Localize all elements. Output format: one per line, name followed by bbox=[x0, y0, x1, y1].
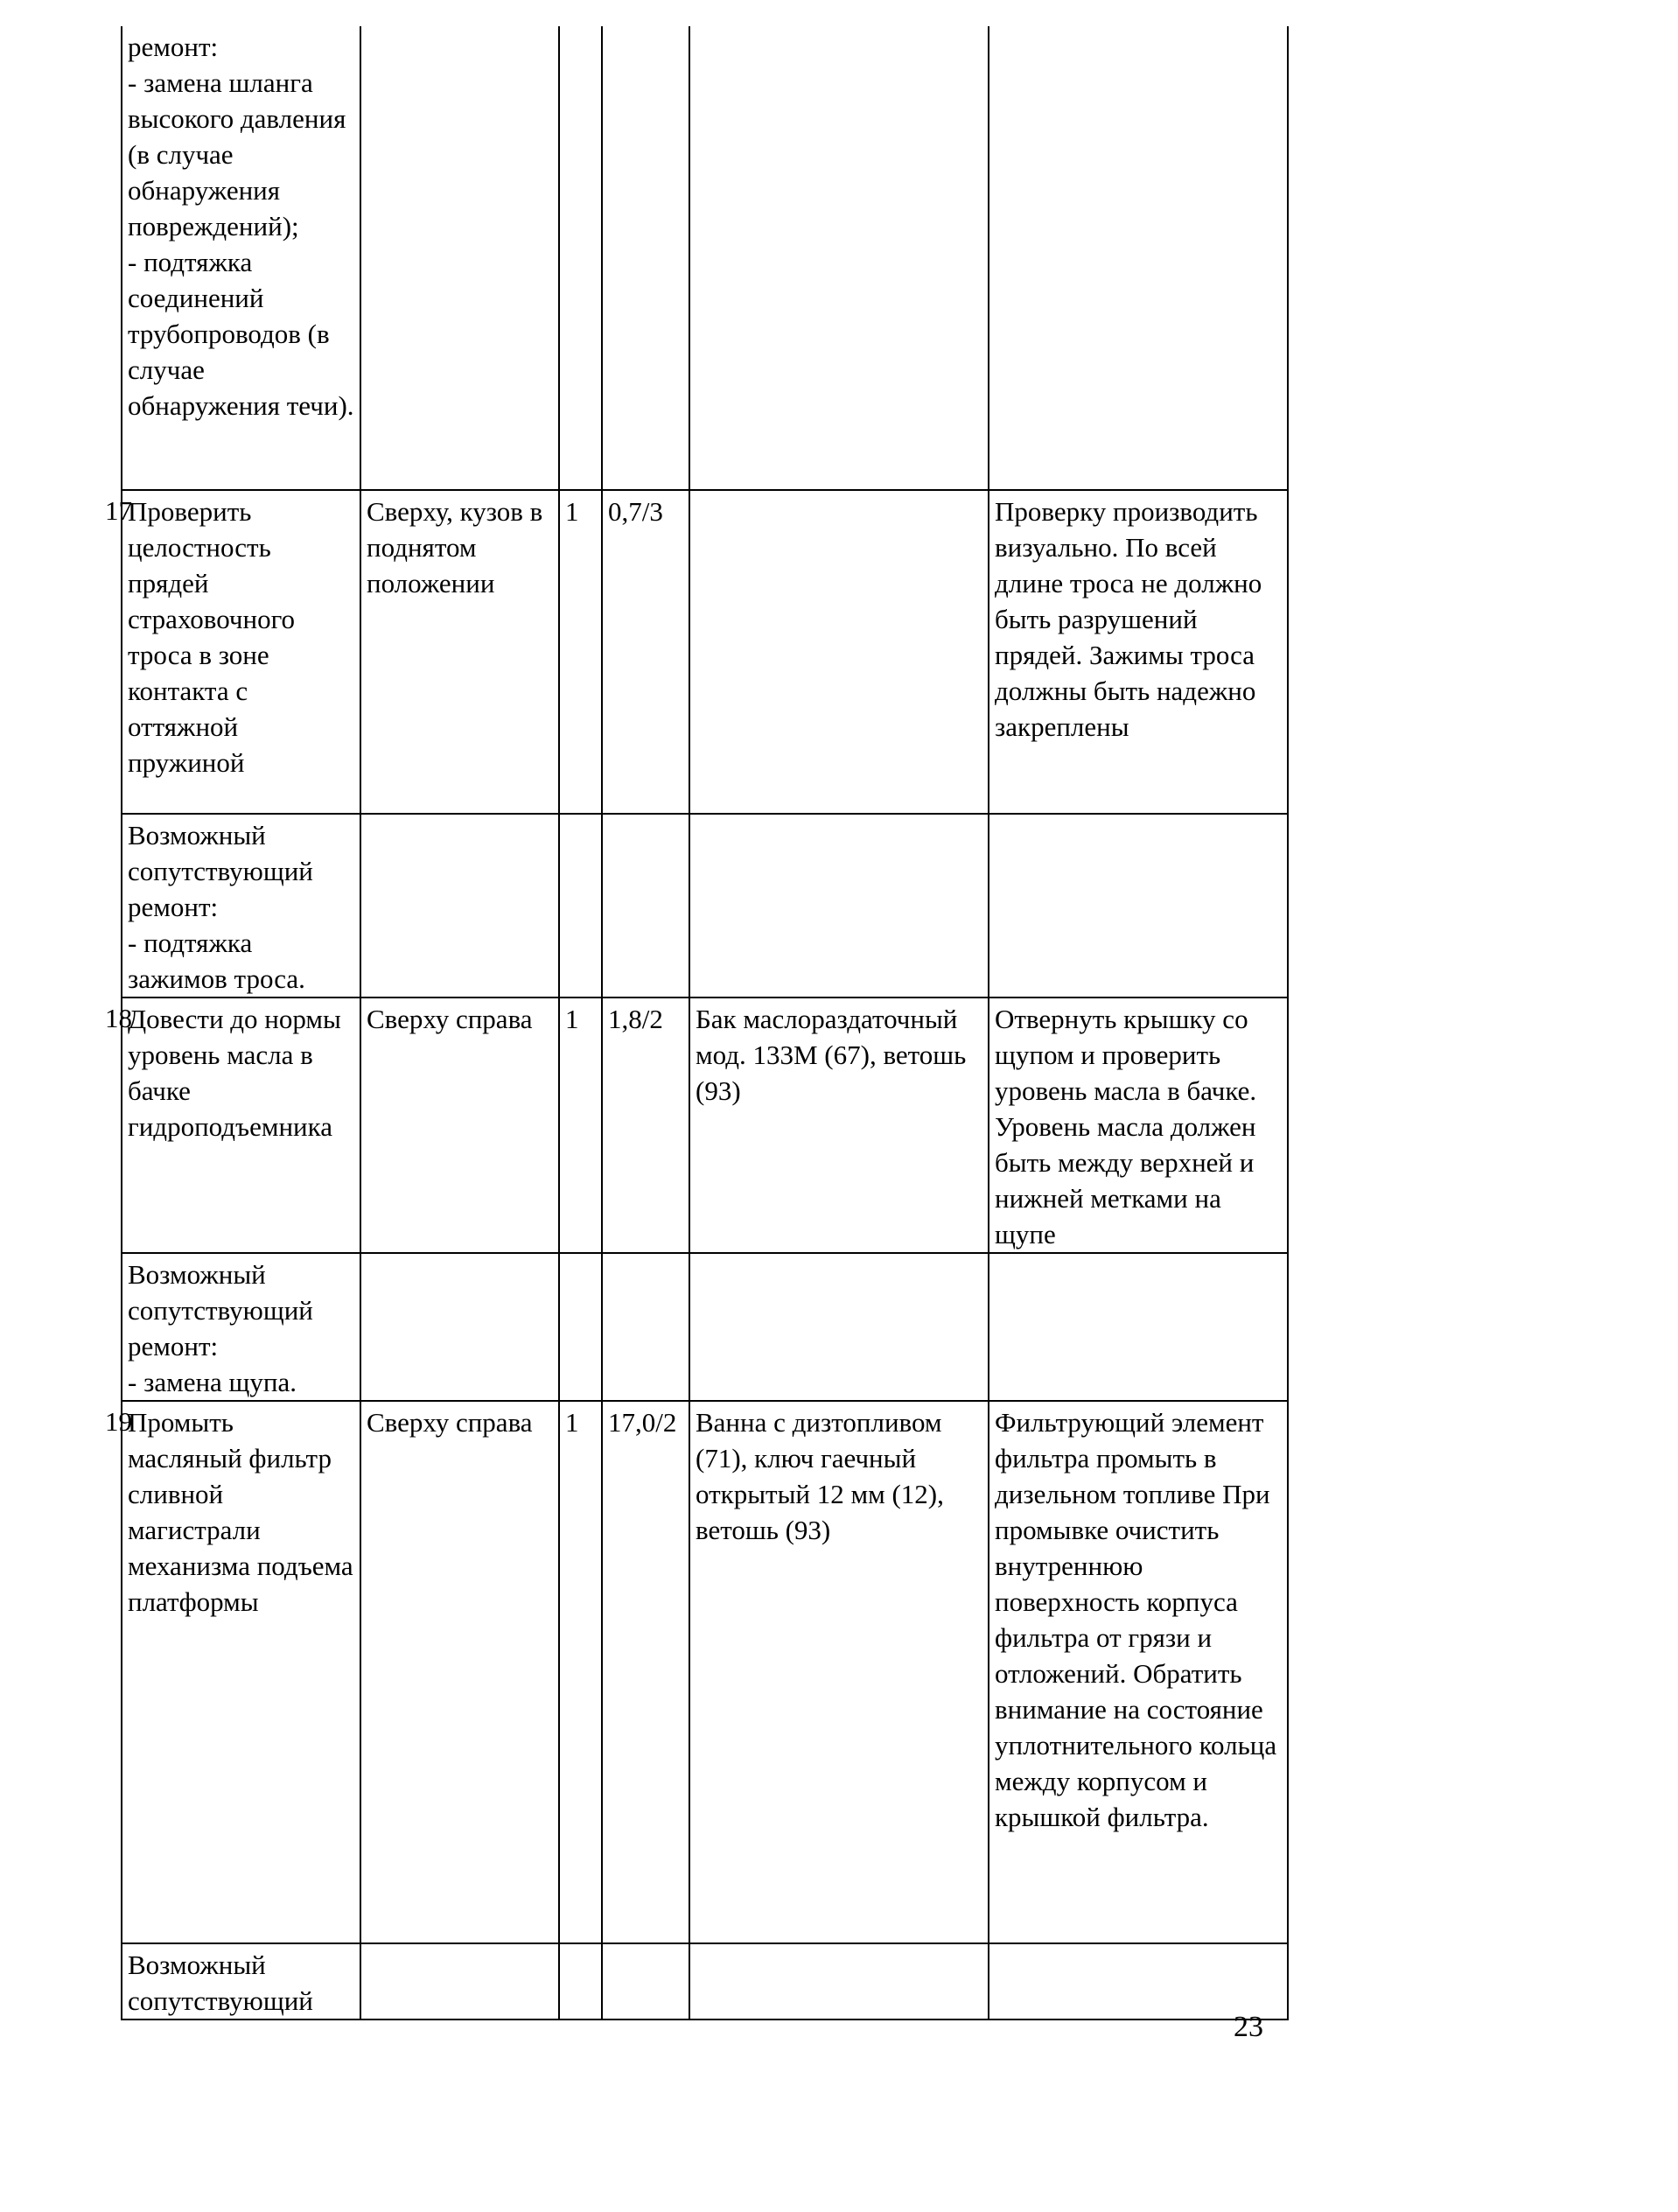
location-cell bbox=[360, 814, 559, 998]
tools-cell bbox=[689, 1943, 989, 2020]
row-number: 19 bbox=[105, 1401, 122, 1943]
table-row bbox=[105, 490, 1288, 814]
table-row bbox=[105, 1253, 1288, 1401]
operation-cell: Проверить целостность прядей страховочного троса в зоне контакта с оттяжной пружиной bbox=[122, 490, 360, 814]
operation-cell: Возможный сопутствующий bbox=[122, 1943, 360, 2020]
location-cell bbox=[360, 26, 559, 490]
location-cell: Сверху справа bbox=[360, 998, 559, 1253]
qty-cell: 1 bbox=[559, 1401, 602, 1943]
location-cell: Сверху справа bbox=[360, 1401, 559, 1943]
labor-cell bbox=[602, 1943, 689, 2020]
operation-cell: Возможный сопутствующий ремонт: - замена щупа. bbox=[122, 1253, 360, 1401]
maintenance-table bbox=[105, 26, 1289, 2020]
labor-cell: 1,8/2 bbox=[602, 998, 689, 1253]
location-cell bbox=[360, 1943, 559, 2020]
qty-cell bbox=[559, 814, 602, 998]
notes-cell bbox=[989, 1253, 1288, 1401]
location-cell: Сверху, кузов в поднятом положении bbox=[360, 490, 559, 814]
table-row bbox=[105, 26, 1288, 490]
tools-cell: Ванна с дизтопливом (71), ключ гаечный открытый 12 мм (12), ветошь (93) bbox=[689, 1401, 989, 1943]
tools-cell bbox=[689, 814, 989, 998]
qty-cell: 1 bbox=[559, 490, 602, 814]
row-number: 18 bbox=[105, 998, 122, 1253]
operation-cell: Возможный сопутствующий ремонт: - подтяжка зажимов троса. bbox=[122, 814, 360, 998]
qty-cell bbox=[559, 1943, 602, 2020]
notes-cell bbox=[989, 1943, 1288, 2020]
labor-cell: 0,7/3 bbox=[602, 490, 689, 814]
table-row bbox=[105, 814, 1288, 998]
operation-cell: Промыть масляный фильтр сливной магистрали механизма подъема платформы bbox=[122, 1401, 360, 1943]
notes-cell: Фильтрующий элемент фильтра промыть в дизельном топливе При промывке очистить внутреннюю поверхность корпуса фильтра от грязи и отложений. Обратить внимание на состояние уплотнительного кольца между корпусом и крышкой фильтра. bbox=[989, 1401, 1288, 1943]
operation-cell: ремонт: - замена шланга высокого давления (в случае обнаружения повреждений); - подтяжка соединений трубопроводов (в случае обнаружения течи). bbox=[122, 26, 360, 490]
qty-cell bbox=[559, 1253, 602, 1401]
tools-cell bbox=[689, 1253, 989, 1401]
page-number: 23 bbox=[1234, 2011, 1263, 2043]
labor-cell bbox=[602, 26, 689, 490]
row-number: 17 bbox=[105, 490, 122, 814]
notes-cell: Проверку производить визуально. По всей длине троса не должно быть разрушений прядей. Зажимы троса должны быть надежно закреплены bbox=[989, 490, 1288, 814]
tools-cell bbox=[689, 490, 989, 814]
labor-cell: 17,0/2 bbox=[602, 1401, 689, 1943]
table-row bbox=[105, 998, 1288, 1253]
table-row bbox=[105, 1943, 1288, 2020]
notes-cell bbox=[989, 814, 1288, 998]
tools-cell: Бак маслораздаточный мод. 133М (67), ветошь (93) bbox=[689, 998, 989, 1253]
operation-cell: Довести до нормы уровень масла в бачке гидроподъемника bbox=[122, 998, 360, 1253]
labor-cell bbox=[602, 814, 689, 998]
tools-cell bbox=[689, 26, 989, 490]
notes-cell: Отвернуть крышку со щупом и проверить уровень масла в бачке. Уровень масла должен быть между верхней и нижней метками на щупе bbox=[989, 998, 1288, 1253]
qty-cell bbox=[559, 26, 602, 490]
labor-cell bbox=[602, 1253, 689, 1401]
notes-cell bbox=[989, 26, 1288, 490]
qty-cell: 1 bbox=[559, 998, 602, 1253]
table-row bbox=[105, 1401, 1288, 1943]
location-cell bbox=[360, 1253, 559, 1401]
